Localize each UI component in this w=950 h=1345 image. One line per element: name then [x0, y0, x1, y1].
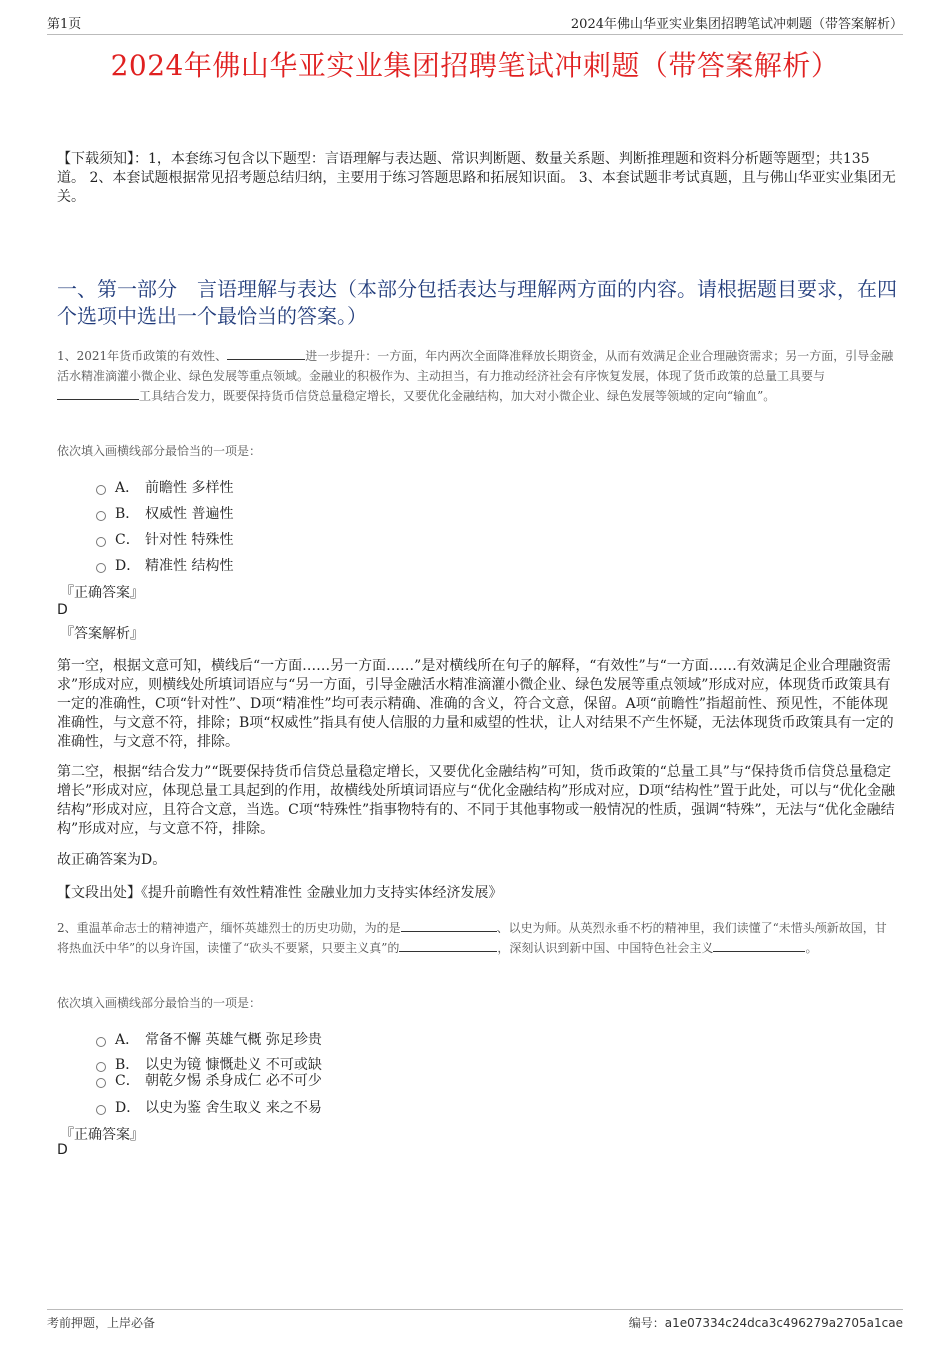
analysis-paragraph-2: 第二空，根据“结合发力”“既要保持货币信贷总量稳定增长，又要优化金融结构”可知，货币政策的“总量工具”与“保持货币信贷总量稳定增长”形成对应，体现总量工具起到的作用，故横线处所填词语应与“优化金融结构”形成对应，D项“结构性”置于此处，可以与“优化金融结构”形成对应，且符合文意，当选。C项“特殊性”指事物特有的、不同于其他事物或一般情况的性质，强调“特殊”，无法与“优化金融结构”形成对应，与文意不符，排除。: [57, 764, 896, 837]
radio-icon[interactable]: [96, 537, 106, 547]
radio-icon[interactable]: [96, 563, 106, 573]
radio-icon[interactable]: [96, 1078, 106, 1088]
section-heading: 一、第一部分 言语理解与表达（本部分包括表达与理解两方面的内容。请根据题目要求，在四个选项中选出一个最恰当的答案。）: [57, 277, 897, 328]
question-1-option-d[interactable]: D． 精准性 结构性: [96, 555, 233, 575]
correct-answer-label: 『正确答案』: [60, 585, 144, 601]
footer-code: 编号：a1e07334c24dca3c496279a2705a1cae: [628, 1316, 903, 1330]
radio-icon[interactable]: [96, 1105, 106, 1115]
question-1-option-b[interactable]: B． 权威性 普遍性: [96, 503, 233, 523]
radio-icon[interactable]: [96, 485, 106, 495]
question-2-option-c[interactable]: C． 朝乾夕惕 杀身成仁 必不可少: [96, 1070, 322, 1090]
answer-blank: [57, 387, 139, 400]
question-1-prompt: 依次填入画横线部分最恰当的一项是：: [57, 444, 262, 458]
correct-answer: D: [57, 602, 68, 618]
answer-blank: [399, 939, 497, 952]
page-title: 2024年佛山华亚实业集团招聘笔试冲刺题（带答案解析）: [110, 49, 840, 82]
header-divider: [47, 34, 903, 35]
footer-slogan: 考前押题，上岸必备: [47, 1316, 156, 1330]
header-doc-title: 2024年佛山华亚实业集团招聘笔试冲刺题（带答案解析）: [570, 17, 903, 32]
page-number: 第1页: [47, 17, 82, 32]
analysis-paragraph-1: 第一空，根据文意可知，横线后“一方面……另一方面……”是对横线所在句子的解释，“有效性”与“一方面……有效满足企业合理融资需求”形成对应，则横线处所填词语应与“另一方面，引导金融活水精准滴灌小微企业、绿色发展等重点领域”形成对应，体现货币政策具有一定的准确性，C项“针对性”、D项“精准性”均可表示精确、准确的含义，符合文意，保留。A项“前瞻性”指超前性、预见性，不能体现准确性，与文意不符，排除；B项“权威性”指具有使人信服的力量和威望的性状，让人对结果不产生怀疑，无法体现货币政策具有一定的准确性，与文意不符，排除。: [57, 658, 894, 750]
question-2-text: 2、重温革命志士的精神遗产，缅怀英雄烈士的历史功勋，为的是 、以史为师。从英烈永垂不朽的精神里，我们读懂了“未惜头颅新故国，甘将热血沃中华”的以身许国，读懂了“砍头不要紧，只要主义真”的 ，深刻认识到新中国、中国特色社会主义 。: [57, 921, 887, 955]
question-1-option-c[interactable]: C． 针对性 特殊性: [96, 529, 233, 549]
question-1-text: 1、2021年货币政策的有效性、 进一步提升：一方面，年内两次全面降准释放长期资金，从而有效满足企业合理融资需求；另一方面，引导金融活水精准滴灌小微企业、绿色发展等重点领域。金融业的积极作为、主动担当，有力推动经济社会有序恢复发展，体现了货币政策的总量工具要与工具结合发力，既要保持货币信贷总量稳定增长，又要优化金融结构，加大对小微企业、绿色发展等领域的定向“输血”。: [57, 349, 894, 403]
answer-blank: [227, 347, 305, 360]
question-1-option-a[interactable]: A． 前瞻性 多样性: [96, 477, 233, 497]
download-notice: 【下载须知】：1，本套练习包含以下题型：言语理解与表达题、常识判断题、数量关系题、判断推理题和资料分析题等题型；共135道。 2、本套试题根据常见招考题总结归纳，主要用于练习答题思路和拓展知识面。 3、本套试题非考试真题，且与佛山华亚实业集团无关。: [57, 151, 896, 205]
analysis-label: 『答案解析』: [60, 626, 144, 642]
question-2-option-a[interactable]: A． 常备不懈 英雄气概 弥足珍贵: [96, 1029, 322, 1049]
question-2-prompt: 依次填入画横线部分最恰当的一项是：: [57, 996, 262, 1010]
question-2-option-b[interactable]: B． 以史为镜 慷慨赴义 不可或缺: [96, 1054, 322, 1074]
analysis-conclusion: 故正确答案为D。: [57, 852, 167, 868]
radio-icon[interactable]: [96, 511, 106, 521]
question-2-option-d[interactable]: D． 以史为鉴 舍生取义 来之不易: [96, 1097, 322, 1117]
correct-answer: D: [57, 1142, 68, 1158]
answer-blank: [713, 939, 805, 952]
correct-answer-label: 『正确答案』: [60, 1127, 144, 1143]
answer-blank: [401, 919, 497, 932]
text-source: 【文段出处】《提升前瞻性有效性精准性 金融业加力支持实体经济发展》: [57, 885, 503, 901]
footer-divider: [47, 1309, 903, 1310]
radio-icon[interactable]: [96, 1037, 106, 1047]
